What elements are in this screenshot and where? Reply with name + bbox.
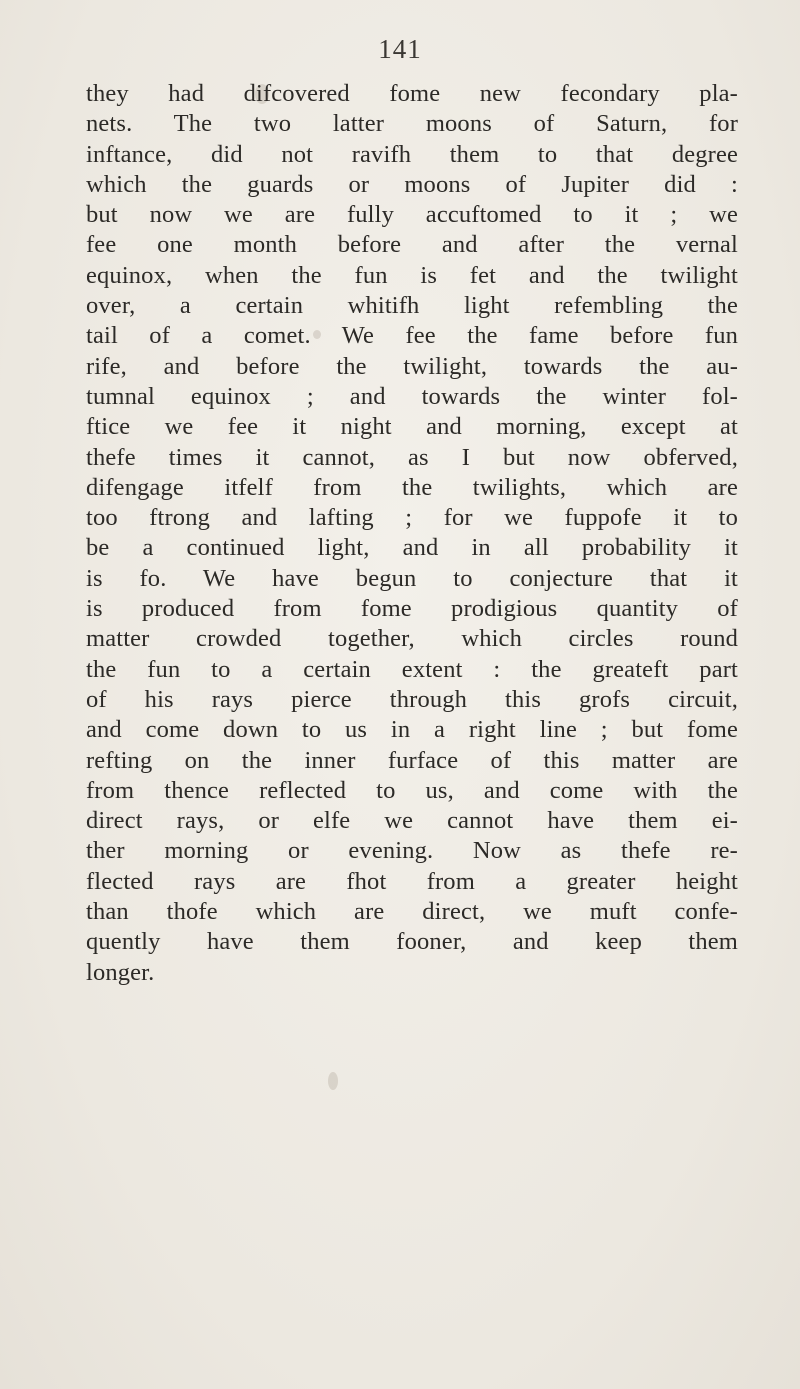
text-line: they had difcovered fome new fecondary pla-: [86, 80, 738, 107]
text-line: and come down to us in a right line ; but fome: [86, 716, 738, 744]
page-number: 141: [378, 34, 422, 64]
text-line: over, a certain whitifh light refembling the: [86, 292, 738, 320]
text-line: which the guards or moons of Jupiter did :: [86, 170, 738, 198]
text-line: difengage itfelf from the twilights, which are: [86, 473, 738, 501]
ink-smudge: [328, 1072, 338, 1090]
text-line: refting on the inner furface of this matter are: [86, 746, 738, 774]
text-line: is fo. We have begun to conjecture that it: [86, 564, 738, 592]
text-line: ftice we fee it night and morning, except at: [86, 413, 738, 441]
text-line: too ftrong and lafting ; for we fuppofe it to: [86, 504, 738, 532]
text-line: thefe times it cannot, as I but now obferved,: [86, 443, 738, 471]
text-line: equinox, when the fun is fet and the twilight: [86, 261, 738, 289]
text-line: nets. The two latter moons of Saturn, for: [86, 110, 738, 138]
text-line: longer.: [86, 958, 155, 986]
text-line: of his rays pierce through this grofs circuit,: [86, 685, 738, 713]
text-line: fee one month before and after the vernal: [86, 231, 738, 259]
text-line: be a continued light, and in all probability it: [86, 534, 738, 562]
text-line: direct rays, or elfe we cannot have them ei-: [86, 807, 738, 835]
text-line: than thofe which are direct, we muft confe-: [86, 898, 738, 926]
text-line: quently have them fooner, and keep them: [86, 928, 738, 956]
text-line: tumnal equinox ; and towards the winter fol-: [86, 382, 738, 410]
text-line: is produced from fome prodigious quantity of: [86, 595, 738, 623]
text-line: the fun to a certain extent : the greateft part: [86, 655, 738, 683]
text-line: ther morning or evening. Now as thefe re-: [86, 837, 738, 865]
text-line: but now we are fully accuftomed to it ; we: [86, 201, 738, 229]
text-line: tail of a comet. We fee the fame before fun: [86, 322, 738, 350]
body-text: [86, 79, 738, 988]
text-line: matter crowded together, which circles round: [86, 625, 738, 653]
text-line: rife, and before the twilight, towards the au-: [86, 352, 738, 380]
text-line: from thence reflected to us, and come with the: [86, 776, 738, 804]
text-line: inftance, did not ravifh them to that degree: [86, 140, 738, 168]
text-line: flected rays are fhot from a greater height: [86, 867, 738, 895]
